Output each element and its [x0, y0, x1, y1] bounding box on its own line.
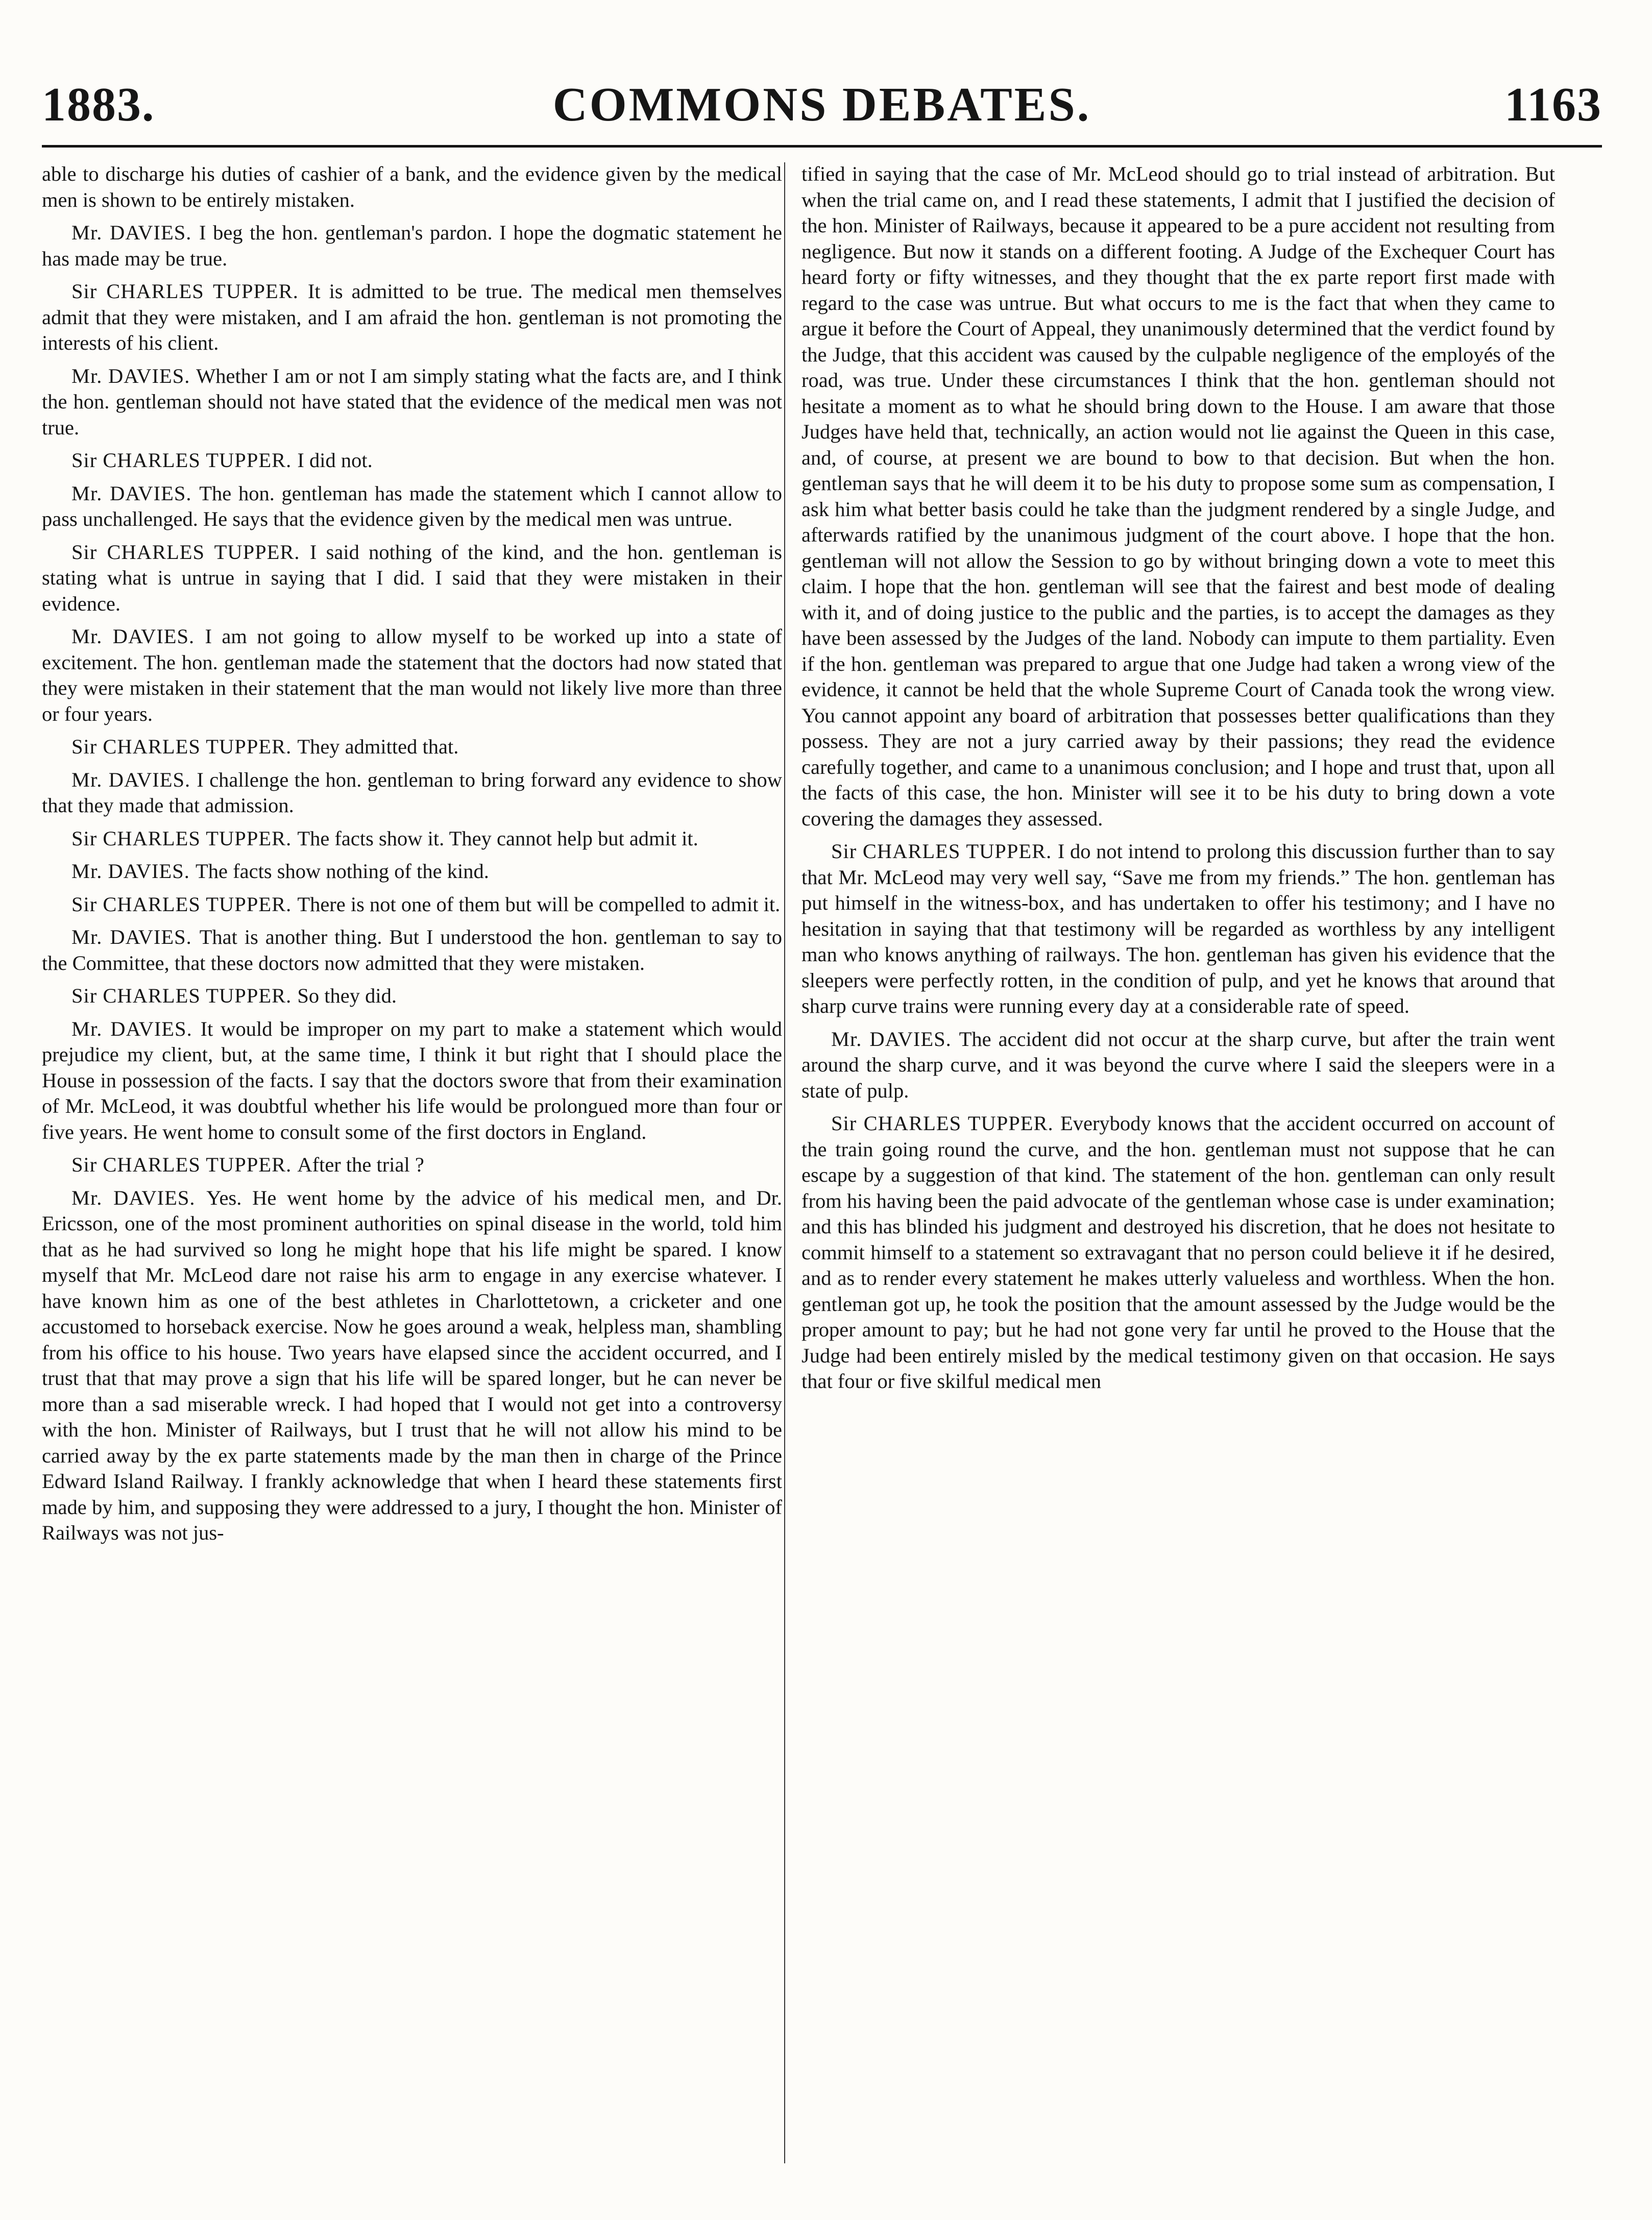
speaker-name: Sir CHARLES TUPPER. [831, 840, 1052, 863]
speaker-name: Sir CHARLES TUPPER. [71, 892, 292, 916]
speech-text: Everybody knows that the accident occurred on account of the train going round the curve, and the hon. gentleman must not suppose that he can escape by a suggestion of that kind. The statement of the hon. gentleman can only result from his having been the paid advocate of the gentleman whose case is under examination; and this has blinded his judgment and destroyed his discretion, that he does not hesitate to commit himself to a statement so extravagant that no person could believe it if he desired, and as to render every statement he makes utterly valueless and worthless. When the hon. gentleman got up, he took the position that the amount assessed by the Judge would be the proper amount to pay; but he had not gone very far until he proved to the House that the Judge had been entirely misled by the medical testimony given on that occasion. He says that four or five skilful medical men [801, 1112, 1556, 1393]
speech-paragraph [42, 734, 782, 760]
speech-text: That is another thing. But I understood the hon. gentleman to say to the Committee, that these doctors now admitted that they were mistaken. [42, 925, 783, 974]
header-rule [42, 145, 1602, 148]
speaker-name: Sir CHARLES TUPPER. [71, 280, 299, 303]
speaker-name: Mr. DAVIES. [71, 481, 192, 505]
speech-paragraph [42, 826, 782, 852]
speech-paragraph [42, 279, 782, 356]
speech-text: There is not one of them but will be compelled to admit it. [297, 892, 781, 916]
speech-text: Yes. He went home by the advice of his medical men, and Dr. Ericsson, one of the most prominent authorities on spinal disease in the world, told him that as he had survived so long he might hope that his life might be spared. I know myself that Mr. McLeod dare not raise his arm to engage in any exercise whatever. I have known him as one of the best athletes in Charlottetown, a cricketer and one accustomed to horseback exercise. Now he goes around a weak, helpless man, shambling from his office to his house. Two years have elapsed since the accident occurred, and I trust that that may prove a sign that his life will be spared longer, but he can never be more than a sad miserable wreck. I had hoped that I would not get into a controversy with the hon. Minister of Railways, but I trust that he will not allow his mind to be carried away by the ex parte statements made by the man then in charge of the Prince Edward Island Railway. I frankly acknowledge that when I heard these statements first made by him, and supposing they were addressed to a jury, I thought the hon. Minister of Railways was not jus- [42, 1186, 782, 1544]
speech-text: I do not intend to prolong this discussion further than to say that Mr. McLeod may very well say, “Save me from my friends.” The hon. gentleman has put himself in the witness-box, and has undertaken to offer his testimony; and I have no hesitation in saying that that testimony will be regarded as worthless by any intelligent man who knows anything of railways. The hon. gentleman has given his evidence that the sleepers were perfectly rotten, in the condition of pulp, and yet he knows that around that sharp curve trains were running every day at a considerable rate of speed. [801, 840, 1556, 1017]
speech-text: After the trial ? [297, 1153, 424, 1176]
header-title: COMMONS DEBATES. [552, 78, 1091, 131]
speech-paragraph [42, 1185, 782, 1546]
speaker-name: Mr. DAVIES. [71, 364, 190, 387]
speech-text: able to discharge his duties of cashier of a bank, and the evidence given by the medical men is shown to be entirely mistaken. [42, 162, 782, 211]
speech-paragraph [42, 1152, 782, 1178]
speaker-name: Mr. DAVIES. [71, 768, 191, 791]
speaker-name: Mr. DAVIES. [71, 1017, 192, 1040]
left-column [42, 161, 782, 1553]
speaker-name: Sir CHARLES TUPPER. [71, 1153, 292, 1176]
header-page-number: 1163 [1504, 78, 1602, 131]
speaker-name: Mr. DAVIES. [71, 1186, 196, 1209]
speaker-name: Sir CHARLES TUPPER. [71, 735, 292, 758]
speech-paragraph [42, 767, 782, 819]
speech-text: I did not. [297, 449, 373, 472]
speech-paragraph [42, 1016, 782, 1145]
speech-paragraph [42, 161, 782, 213]
speaker-name: Sir CHARLES TUPPER. [831, 1112, 1054, 1135]
speech-text: It would be improper on my part to make a statement which would prejudice my client, but, at the same time, I think it but right that I should place the House in possession of the facts. I say that the doctors swore that from their examination of Mr. McLeod, it was doubtful whether his life would be prolongued more than four or five years. He went home to consult some of the first doctors in England. [42, 1017, 783, 1143]
speech-paragraph [42, 481, 782, 532]
right-column [801, 161, 1555, 1402]
page-header [42, 77, 1602, 133]
speech-text: The facts show it. They cannot help but admit it. [297, 826, 698, 850]
speech-paragraph [42, 924, 782, 976]
column-divider [784, 162, 785, 2163]
speech-text: tified in saying that the case of Mr. McLeod should go to trial instead of arbitration. But when the trial came on, and I read these statements, I admit that I justified the decision of the hon. Minister of Railways, because it appeared to be a pure accident not resulting from negligence. But now it stands on a different footing. A Judge of the Exchequer Court has heard forty or fifty witnesses, and they thought that the ex parte report first made with regard to the case was untrue. But what occurs to me is the fact that when they came to argue it before the Court of Appeal, they unanimously determined that the verdict found by the Judge, that this accident was caused by the culpable negligence of the employés of the road, was true. Under these circumstances I think that the hon. gentleman should not hesitate a moment as to what he should bring down to the House. I am aware that those Judges have held that, technically, an action would not lie against the Queen in this case, and, of course, at present we are bound to bow to that decision. But when the hon. gentleman says that he will deem it to be his duty to propose some sum as compensation, I ask him what better basis could he take than the judgment rendered by a single Judge, and afterwards ratified by the unanimous judgment of the court above. I hope that the hon. gentleman will not allow the Session to go by without bringing down a vote to meet this claim. I hope that the hon. gentleman will see that the fairest and best mode of dealing with it, and of doing justice to the public and the parties, is to accept the damages as they have been assessed by the Judges of the land. Nobody can impute to them partiality. Even if the hon. gentleman was prepared to argue that one Judge had taken a wrong view of the evidence, it cannot be held that the whole Supreme Court of Canada took the wrong view. You cannot appoint any board of arbitration that possesses better qualifications than they possess. They are not a jury carried away by their passions; they read the evidence carefully together, and came to a unanimous conclusion; and I hope and trust that, upon all the facts of this case, the hon. Minister will see it to be his duty to bring down a vote covering the damages they assessed. [801, 162, 1555, 830]
speech-paragraph [42, 859, 782, 885]
speech-paragraph [42, 540, 782, 617]
speaker-name: Mr. DAVIES. [71, 221, 192, 244]
speaker-name: Mr. DAVIES. [71, 860, 190, 883]
speaker-name: Sir CHARLES TUPPER. [71, 826, 292, 850]
speech-paragraph [42, 983, 782, 1009]
speech-text: So they did. [297, 984, 397, 1007]
speech-paragraph [42, 624, 782, 727]
speech-text: Whether I am or not I am simply stating what the facts are, and I think the hon. gentleman should not have stated that the evidence of the medical men was not true. [42, 364, 782, 439]
speech-paragraph [42, 363, 782, 441]
speech-paragraph [42, 448, 782, 474]
speaker-name: Sir CHARLES TUPPER. [71, 540, 300, 564]
speech-text: It is admitted to be true. The medical men themselves admit that they were mistaken, and I am afraid the hon. gentleman is not promoting the interests of his client. [42, 280, 783, 354]
speech-text: The accident did not occur at the sharp curve, but after the train went around the sharp curve, and it was beyond the curve where I said the sleepers were in a state of pulp. [801, 1027, 1555, 1102]
speech-text: They admitted that. [297, 735, 459, 758]
speech-paragraph [801, 161, 1555, 832]
header-year: 1883. [42, 78, 155, 131]
speech-text: I am not going to allow myself to be worked up into a state of excitement. The hon. gentleman made the statement that the doctors had now stated that they were mistaken in their statement that the man would not likely live more than three or four years. [42, 625, 782, 725]
speaker-name: Mr. DAVIES. [71, 925, 192, 948]
speaker-name: Mr. DAVIES. [71, 625, 195, 648]
speech-text: I beg the hon. gentleman's pardon. I hope the dogmatic statement he has made may be true. [42, 221, 783, 270]
speaker-name: Mr. DAVIES. [831, 1027, 952, 1051]
speech-paragraph [42, 220, 782, 272]
speech-text: I challenge the hon. gentleman to bring forward any evidence to show that they made that admission. [42, 768, 783, 817]
speech-text: I said nothing of the kind, and the hon. gentleman is stating what is untrue in saying that I did. I said that they were mistaken in their evidence. [42, 540, 783, 615]
speech-paragraph [801, 1027, 1555, 1104]
speaker-name: Sir CHARLES TUPPER. [71, 449, 292, 472]
speaker-name: Sir CHARLES TUPPER. [71, 984, 292, 1007]
speech-paragraph [42, 892, 782, 918]
speech-text: The facts show nothing of the kind. [196, 860, 489, 883]
speech-paragraph [801, 839, 1555, 1019]
speech-paragraph [801, 1111, 1555, 1395]
speech-text: The hon. gentleman has made the statement which I cannot allow to pass unchallenged. He says that the evidence given by the medical men was untrue. [42, 481, 782, 530]
